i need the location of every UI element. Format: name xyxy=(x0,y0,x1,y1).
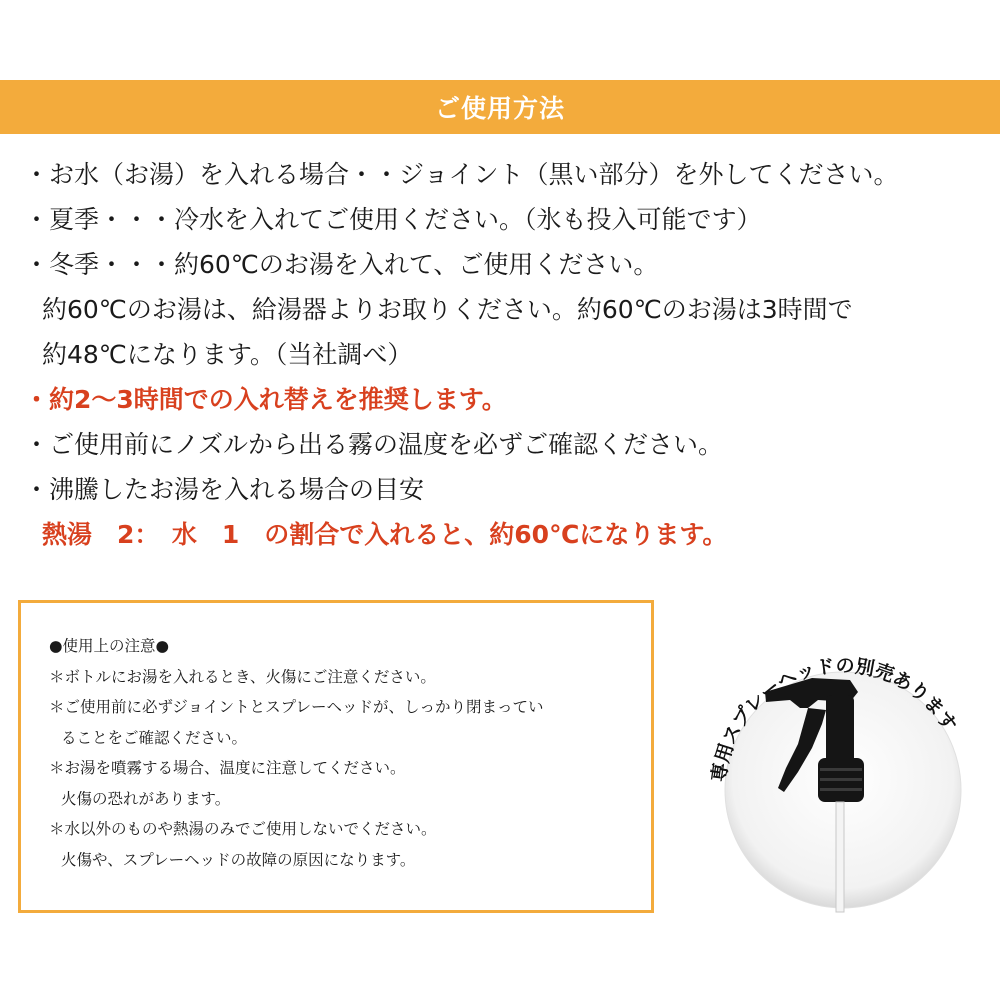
caution-line: ＊水以外のものや熱湯のみでご使用しないでください。 xyxy=(49,820,437,838)
instruction-line: ・お水（お湯）を入れる場合・・ジョイント（黒い部分）を外してください。 xyxy=(24,160,899,189)
instruction-line: ・冬季・・・約60℃のお湯を入れて、ご使用ください。 xyxy=(24,250,659,279)
caution-heading: ●使用上の注意● xyxy=(49,637,170,655)
caution-line: 火傷や、スプレーヘッドの故障の原因になります。 xyxy=(61,850,416,869)
instruction-line: ・ご使用前にノズルから出る霧の温度を必ずご確認ください。 xyxy=(24,430,724,459)
instruction-line: ・沸騰したお湯を入れる場合の目安 xyxy=(24,475,425,504)
recommendation-line: ・約2〜3時間での入れ替えを推奨します。 xyxy=(24,385,507,414)
caution-line: ＊お湯を噴霧する場合、温度に注意してください。 xyxy=(49,759,406,777)
caution-line: ることをご確認ください。 xyxy=(61,728,248,747)
spray-head-image xyxy=(700,640,980,960)
spray-head-figure xyxy=(700,640,980,960)
section-banner xyxy=(0,80,1000,134)
caution-line: 火傷の恐れがあります。 xyxy=(61,789,231,808)
section-title: ご使用方法 xyxy=(434,94,565,123)
caution-line: ＊ボトルにお湯を入れるとき、火傷にご注意ください。 xyxy=(49,667,436,686)
instruction-line: 約48℃になります。（当社調べ） xyxy=(42,340,413,369)
instruction-line: 約60℃のお湯は、給湯器よりお取りください。約60℃のお湯は3時間で xyxy=(42,295,853,324)
caution-line: ＊ご使用前に必ずジョイントとスプレーヘッドが、しっかり閉まってい xyxy=(49,698,544,716)
usage-instructions xyxy=(24,152,984,557)
mixing-ratio-line: 熱湯 2： 水 1 の割合で入れると、約60℃になります。 xyxy=(42,520,728,549)
sprayer-caption: 専用スプレーヘッドの別売あります xyxy=(708,654,961,784)
caution-box xyxy=(18,600,654,913)
instruction-line: ・夏季・・・冷水を入れてご使用ください。（氷も投入可能です） xyxy=(24,205,762,234)
